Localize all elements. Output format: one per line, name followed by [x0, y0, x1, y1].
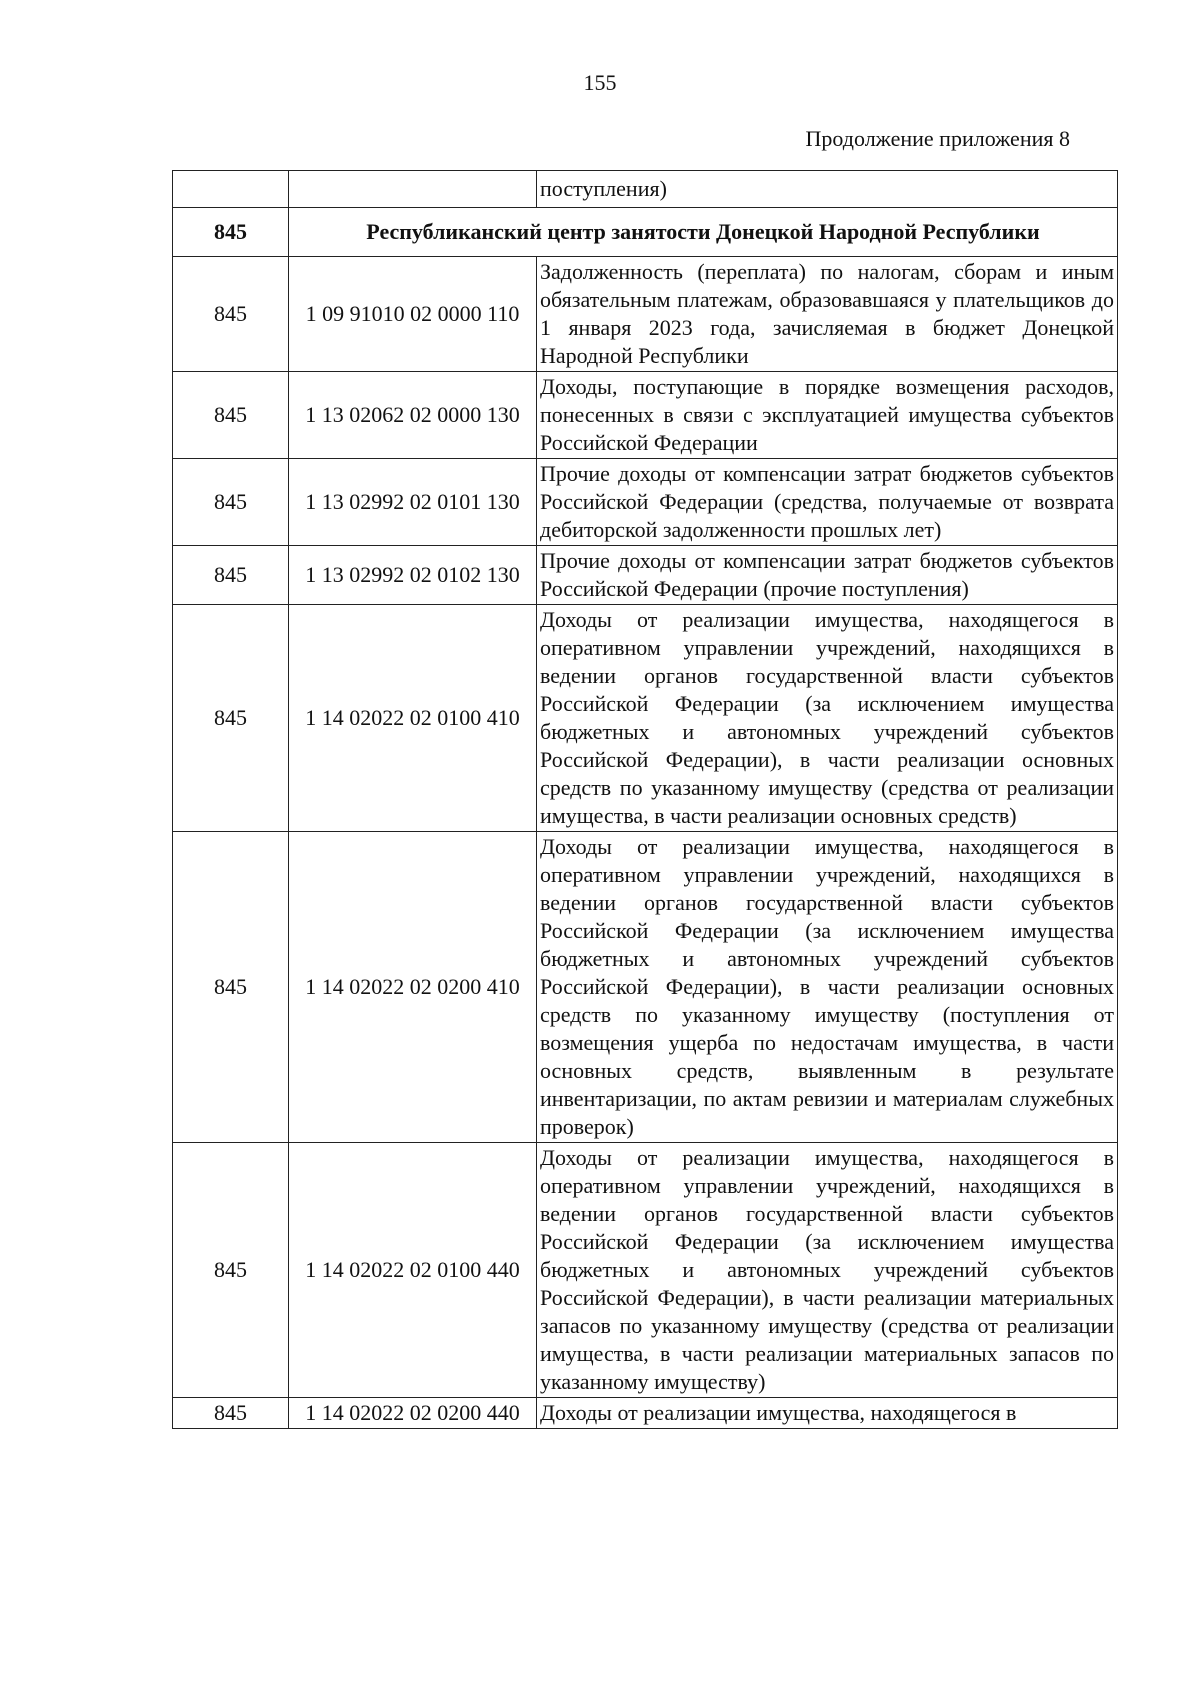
- table-row: [173, 1398, 1118, 1429]
- page-number: 155: [583, 70, 617, 95]
- table-row: [173, 459, 1118, 546]
- kbk-code-cell: 1 14 02022 02 0200 440: [289, 1398, 537, 1429]
- admin-code-cell: 845: [173, 372, 289, 459]
- description-cell: Прочие доходы от компенсации затрат бюджетов субъектов Российской Федерации (прочие поступления): [537, 546, 1118, 605]
- description-cell: Доходы от реализации имущества, находящегося в оперативном управлении учреждений, находящихся в ведении органов государственной власти субъектов Российской Федерации (за исключением имущества бюджетных и автономных учреждений субъектов Российской Федерации), в части реализации материальных запасов по указанному имуществу (средства от реализации имущества, в части реализации материальных запасов по указанному имуществу): [537, 1143, 1118, 1398]
- kbk-code-cell: 1 13 02992 02 0102 130: [289, 546, 537, 605]
- description-cell: Доходы, поступающие в порядке возмещения расходов, понесенных в связи с эксплуатацией имущества субъектов Российской Федерации: [537, 372, 1118, 459]
- table-row: [173, 546, 1118, 605]
- income-table: [172, 170, 1118, 1429]
- admin-code-cell: 845: [173, 546, 289, 605]
- description-cell: поступления): [537, 171, 1118, 208]
- table-row: [173, 257, 1118, 372]
- kbk-code-cell: 1 14 02022 02 0100 410: [289, 605, 537, 832]
- admin-code-cell: 845: [173, 1143, 289, 1398]
- section-header-row: [173, 208, 1118, 257]
- appendix-note: Продолжение приложения 8: [805, 126, 1070, 151]
- kbk-code-cell: [289, 171, 537, 208]
- table-row-continuation: [173, 171, 1118, 208]
- admin-code-cell: [173, 171, 289, 208]
- table-row: [173, 372, 1118, 459]
- admin-code-cell: 845: [173, 459, 289, 546]
- kbk-code-cell: 1 13 02992 02 0101 130: [289, 459, 537, 546]
- admin-code-cell: 845: [173, 257, 289, 372]
- description-cell: Доходы от реализации имущества, находящегося в оперативном управлении учреждений, находящихся в ведении органов государственной власти субъектов Российской Федерации (за исключением имущества бюджетных и автономных учреждений субъектов Российской Федерации), в части реализации основных средств по указанному имуществу (средства от реализации имущества, в части реализации основных средств): [537, 605, 1118, 832]
- kbk-code-cell: 1 14 02022 02 0200 410: [289, 832, 537, 1143]
- section-header-title: Республиканский центр занятости Донецкой Народной Республики: [289, 208, 1118, 257]
- description-cell: Доходы от реализации имущества, находящегося в: [537, 1398, 1118, 1429]
- admin-code-cell: 845: [173, 1398, 289, 1429]
- description-cell: Доходы от реализации имущества, находящегося в оперативном управлении учреждений, находящихся в ведении органов государственной власти субъектов Российской Федерации (за исключением имущества бюджетных и автономных учреждений субъектов Российской Федерации), в части реализации основных средств по указанному имуществу (поступления от возмещения ущерба по недостачам имущества, в части основных средств, выявленным в результате инвентаризации, по актам ревизии и материалам служебных проверок): [537, 832, 1118, 1143]
- kbk-code-cell: 1 14 02022 02 0100 440: [289, 1143, 537, 1398]
- description-cell: Прочие доходы от компенсации затрат бюджетов субъектов Российской Федерации (средства, получаемые от возврата дебиторской задолженности прошлых лет): [537, 459, 1118, 546]
- admin-code-cell: 845: [173, 605, 289, 832]
- table-row: [173, 1143, 1118, 1398]
- section-header-code: 845: [173, 208, 289, 257]
- table-row: [173, 832, 1118, 1143]
- description-cell: Задолженность (переплата) по налогам, сборам и иным обязательным платежам, образовавшаяся у плательщиков до 1 января 2023 года, зачисляемая в бюджет Донецкой Народной Республики: [537, 257, 1118, 372]
- kbk-code-cell: 1 09 91010 02 0000 110: [289, 257, 537, 372]
- table-row: [173, 605, 1118, 832]
- admin-code-cell: 845: [173, 832, 289, 1143]
- kbk-code-cell: 1 13 02062 02 0000 130: [289, 372, 537, 459]
